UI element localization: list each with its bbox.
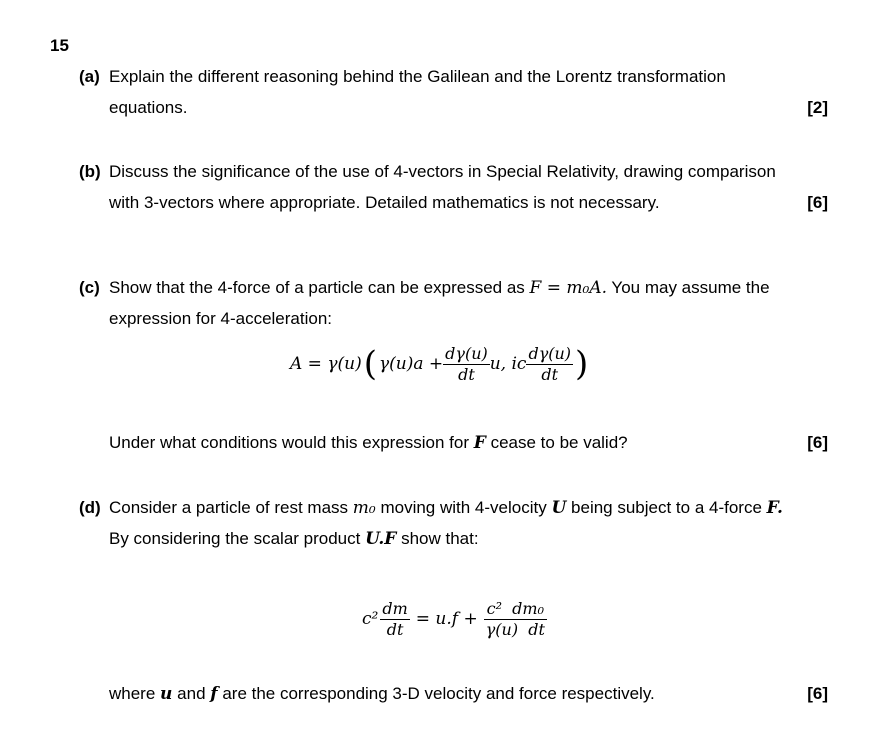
eq-d-c2: c² <box>362 609 379 629</box>
part-d-force-var: F. <box>766 498 783 518</box>
part-c-question-pre: Under what conditions would this expression for <box>109 433 470 452</box>
part-c-line2: expression for 4-acceleration: <box>109 309 333 328</box>
part-d-rest-mass: m₀ <box>352 498 376 518</box>
question-number: 15 <box>50 36 69 55</box>
eq-c-lhs: A = γ(u) <box>290 354 362 374</box>
eq-c-fraction-2 <box>526 344 573 385</box>
eq-c-fraction-1 <box>443 344 490 385</box>
part-c-marks: [6] <box>807 433 828 452</box>
eq-c-left-paren: ( <box>363 344 377 384</box>
part-d-scalar-product: U.F <box>365 529 397 549</box>
part-a-line2: equations. <box>109 98 188 117</box>
eq-d-fraction-2 <box>484 599 547 640</box>
eq-d-frac1-num: dm <box>382 598 408 618</box>
eq-c-right-paren: ) <box>575 344 589 384</box>
part-d-label: (d) <box>79 498 101 517</box>
eq-c-frac1-den: dt <box>458 364 475 384</box>
part-c-question-var: F <box>473 433 486 453</box>
part-a-marks: [2] <box>807 98 828 117</box>
part-c-question-post: cease to be valid? <box>490 433 628 452</box>
part-d-final-a: where <box>109 684 156 703</box>
part-b-line2: with 3-vectors where appropriate. Detailed mathematics is not necessary. <box>109 193 660 212</box>
part-c-force-expression: F = m₀A. <box>529 278 607 298</box>
part-d-velocity-var: U <box>551 498 567 518</box>
eq-d-frac1-den: dt <box>386 619 404 639</box>
part-d-marks: [6] <box>807 684 828 703</box>
eq-d-mid: = u.f + <box>415 609 478 629</box>
eq-c-mid: u, ic <box>489 354 527 374</box>
eq-c-inner1: γ(u)a + <box>378 354 444 374</box>
part-b-label: (b) <box>79 162 101 181</box>
eq-d-fraction-1 <box>380 599 409 640</box>
part-a-label: (a) <box>79 67 100 86</box>
part-d-line1-c: being subject to a 4-force <box>571 498 762 517</box>
part-d-final-and: and <box>177 684 206 703</box>
part-d-line1 <box>109 498 783 518</box>
part-b-marks: [6] <box>807 193 828 212</box>
part-d-final-b: are the corresponding 3-D velocity and force respectively. <box>222 684 655 703</box>
part-d-line2-b: show that: <box>401 529 479 548</box>
part-c-label: (c) <box>79 278 100 297</box>
part-c-line1-pre: Show that the 4-force of a particle can be expressed as <box>109 278 525 297</box>
part-d-final-u: u <box>160 684 173 704</box>
eq-c-frac2-den: dt <box>541 364 559 384</box>
eq-d-frac2-num: c² dm₀ <box>486 598 544 618</box>
part-d-line2-a: By considering the scalar product <box>109 529 361 548</box>
acceleration-equation <box>290 340 588 388</box>
part-d-line2 <box>109 529 479 549</box>
eq-d-frac2-den: γ(u) dt <box>485 619 545 639</box>
part-d-line1-a: Consider a particle of rest mass <box>109 498 349 517</box>
part-c-line1-post: You may assume the <box>611 278 770 297</box>
eq-c-frac2-num: dγ(u) <box>528 343 572 363</box>
part-c-question <box>109 433 628 453</box>
part-d-final-line <box>109 684 655 704</box>
part-d-final-f: f <box>210 684 218 704</box>
energy-equation <box>362 594 547 644</box>
part-b-line1: Discuss the significance of the use of 4-vectors in Special Relativity, drawing comparison <box>109 162 776 181</box>
eq-c-frac1-num: dγ(u) <box>445 343 488 363</box>
part-c-line1 <box>109 278 770 298</box>
part-a-line1: Explain the different reasoning behind the Galilean and the Lorentz transformation <box>109 67 726 86</box>
part-d-line1-b: moving with 4-velocity <box>380 498 547 517</box>
